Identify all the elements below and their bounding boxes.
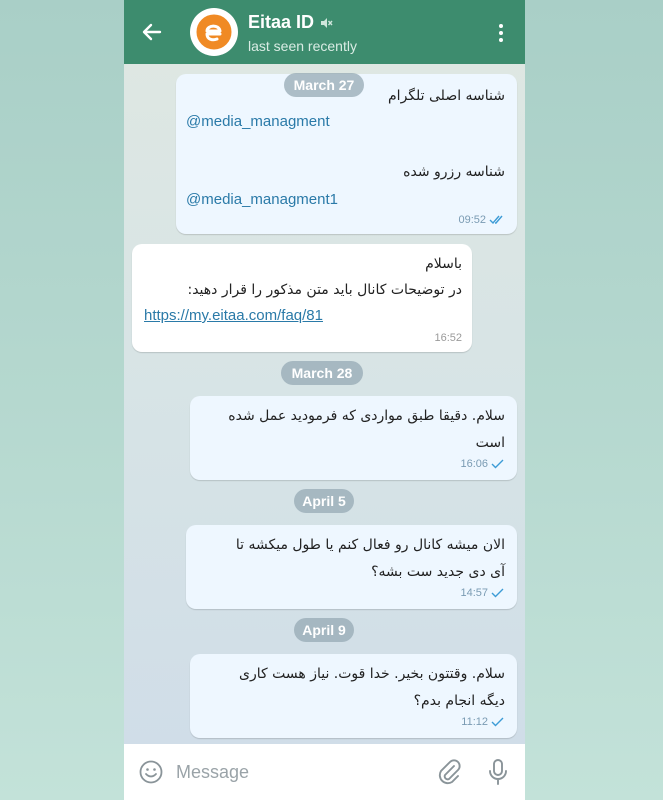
message-time: 11:12 [461,716,488,728]
message-text: باسلام [425,256,462,272]
message-input[interactable] [174,754,428,790]
microphone-icon[interactable] [486,757,510,787]
message-time: 09:52 [458,214,486,226]
arrow-left-icon [141,21,163,43]
mention-link[interactable]: @media_managment [186,113,330,130]
message-meta [458,214,507,226]
date-separator: March 28 [281,361,363,385]
message-meta [461,716,505,728]
chat-window [124,0,525,800]
message-text: آی دی جدید ست بشه؟ [371,564,505,580]
back-button[interactable] [138,18,166,46]
message-input-bar [124,744,525,800]
message-text: است [475,435,505,451]
message-bubble-incoming[interactable] [132,244,472,352]
check-icon [491,717,505,727]
message-text: شناسه رزرو شده [403,164,505,180]
date-separator: April 9 [294,618,354,642]
avatar[interactable] [190,8,238,56]
faq-link[interactable]: https://my.eitaa.com/faq/81 [144,307,323,324]
message-text: الان میشه کانال رو فعال کنم یا طول میکشه تا [235,537,505,553]
emoji-icon[interactable] [138,759,164,785]
message-meta [434,332,462,344]
muted-speaker-icon [319,16,333,30]
more-vertical-icon [499,24,503,28]
check-icon [491,588,505,598]
message-text: در توضیحات کانال باید متن مذکور را قرار دهید: [187,282,462,298]
last-seen-status: last seen recently [248,38,357,54]
message-bubble-outgoing[interactable] [190,396,517,480]
message-time: 16:06 [460,458,488,470]
chat-header [124,0,525,64]
message-text: سلام. دقیقا طبق مواردی که فرمودید عمل شده [228,408,505,424]
paperclip-icon[interactable] [436,758,462,786]
message-bubble-outgoing[interactable] [176,74,517,234]
message-bubble-outgoing[interactable] [186,525,517,609]
eitaa-logo-icon [194,12,234,52]
message-time: 14:57 [460,587,488,599]
message-bubble-outgoing[interactable] [190,654,517,738]
message-text: سلام. وقتتون بخیر. خدا قوت. نیاز هست کاری [239,666,505,682]
date-separator: March 27 [284,73,364,97]
message-time: 16:52 [434,332,462,344]
check-icon [491,459,505,469]
message-meta [460,458,505,470]
double-check-icon [489,215,507,225]
date-separator: April 5 [294,489,354,513]
message-text: شناسه اصلی تلگرام [388,88,505,104]
mention-link[interactable]: @media_managment1 [186,191,338,208]
message-meta [460,587,505,599]
message-text: دیگه انجام بدم؟ [413,693,505,709]
chat-title[interactable] [248,12,333,33]
chat-title-text: Eitaa ID [248,12,315,32]
more-menu-button[interactable] [489,20,513,46]
